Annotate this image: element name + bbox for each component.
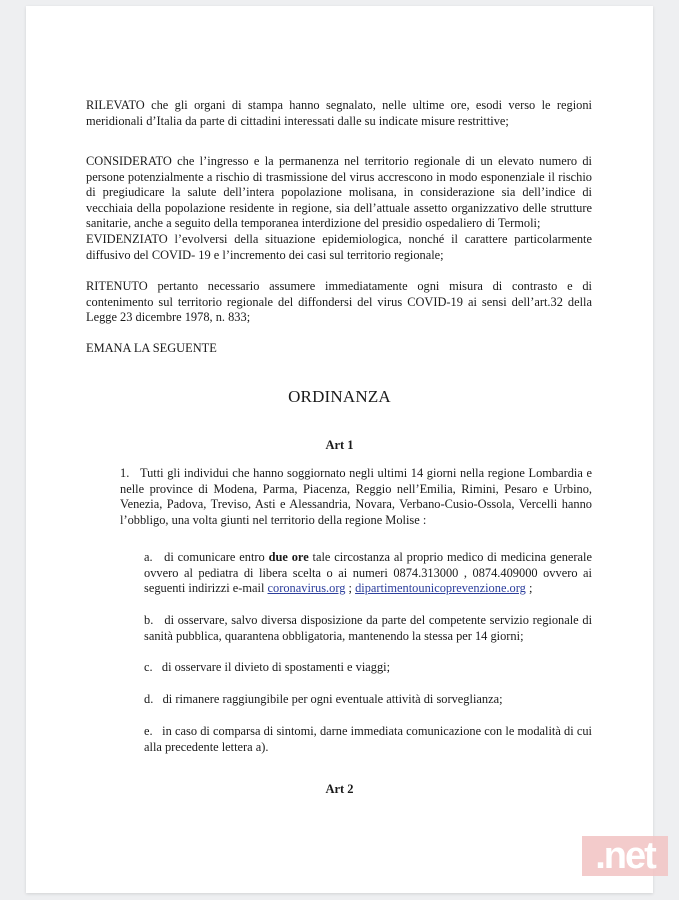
item-d	[144, 692, 592, 708]
document-page	[26, 6, 653, 893]
separator: ;	[345, 581, 356, 596]
item-c	[144, 660, 592, 676]
item-letter: e.	[144, 724, 153, 738]
keyword: RILEVATO	[86, 98, 145, 112]
watermark-logo: .net	[582, 836, 668, 876]
paragraph-rilevato	[86, 98, 592, 129]
item-letter: b.	[144, 613, 154, 627]
paragraph-text: che l’ingresso e la permanenza nel territorio regionale di un elevato numero di persone potenzialmente a rischio di trasmissione del virus accrescono in modo esponenziale il rischio di pregiudicare la salute dell’intera popolazione molisana, in considerazione sia dell’indice di vecchiaia della popolazione residente in regione, sia dell’attuale assetto organizzativo delle strutture sanitarie, anche a seguito della temporanea interdizione del presidio ospedaliero di Termoli;	[86, 154, 592, 231]
item-text: tale circostanza al proprio medico di medicina generale ovvero al pediatra di libera scelta o ai numeri 0874.313000 , 0874.409000 ovvero ai seguenti indirizzi e-mail	[144, 550, 592, 596]
item-letter: d.	[144, 692, 154, 706]
point-text: Tutti gli individui che hanno soggiornato negli ultimi 14 giorni nella regione Lombardia e nelle province di Modena, Parma, Piacenza, Reggio nell’Emilia, Rimini, Pesaro e Urbino, Venezia, Padova, Treviso, Asti e Alessandria, Novara, Verbano-Cusio-Ossola, Vercelli hanno l’obbligo, una volta giunti nel territorio della regione Molise :	[120, 466, 592, 527]
item-b	[144, 613, 592, 644]
item-e	[144, 724, 592, 755]
document-title: ORDINANZA	[288, 387, 391, 406]
article-1-heading: Art 1	[325, 438, 354, 452]
keyword: CONSIDERATO	[86, 154, 172, 168]
article-2-heading: Art 2	[325, 782, 354, 796]
paragraph-text: l’evolversi della situazione epidemiologica, nonché il carattere particolarmente diffusivo del COVID- 19 e l’incremento dei casi sul territorio regionale;	[86, 232, 592, 262]
item-a	[144, 550, 592, 597]
email-link-dipartimento[interactable]: dipartimentounicoprevenzione.org	[355, 581, 526, 596]
paragraph-text: pertanto necessario assumere immediatamente ogni misura di contrasto e di contenimento sul territorio regionale del diffondersi del virus COVID-19 ai sensi dell’art.32 della Legge 23 dicembre 1978, n. 833;	[86, 279, 592, 325]
keyword: RITENUTO	[86, 279, 148, 293]
paragraph-ritenuto	[86, 279, 592, 326]
keyword: EVIDENZIATO	[86, 232, 168, 246]
item-end: ;	[525, 581, 533, 596]
item-letter: a.	[144, 550, 153, 564]
item-text: di comunicare entro	[164, 550, 269, 564]
item-text: di osservare il divieto di spostamenti e viaggi;	[161, 660, 391, 674]
bold-text: due ore	[268, 550, 309, 564]
item-text: di rimanere raggiungibile per ogni eventuale attività di sorveglianza;	[162, 692, 503, 706]
item-text: di osservare, salvo diversa disposizione da parte del competente servizio regionale di sanità pubblica, quarantena obbligatoria, mantenendo la stessa per 14 giorni;	[144, 613, 593, 643]
item-letter: c.	[144, 660, 153, 674]
paragraph-emana: EMANA LA SEGUENTE	[86, 341, 217, 355]
email-link-coronavirus[interactable]: coronavirus.org	[267, 581, 346, 596]
item-text: in caso di comparsa di sintomi, darne immediata comunicazione con le modalità di cui alla precedente lettera a).	[144, 724, 592, 754]
article-1-point-1	[120, 466, 592, 528]
point-number: 1.	[120, 466, 130, 480]
paragraph-text: che gli organi di stampa hanno segnalato, nelle ultime ore, esodi verso le regioni meridionali d’Italia da parte di cittadini interessati dalle su indicate misure restrittive;	[86, 98, 592, 128]
paragraph-evidenziato	[86, 232, 592, 263]
paragraph-considerato	[86, 154, 592, 232]
